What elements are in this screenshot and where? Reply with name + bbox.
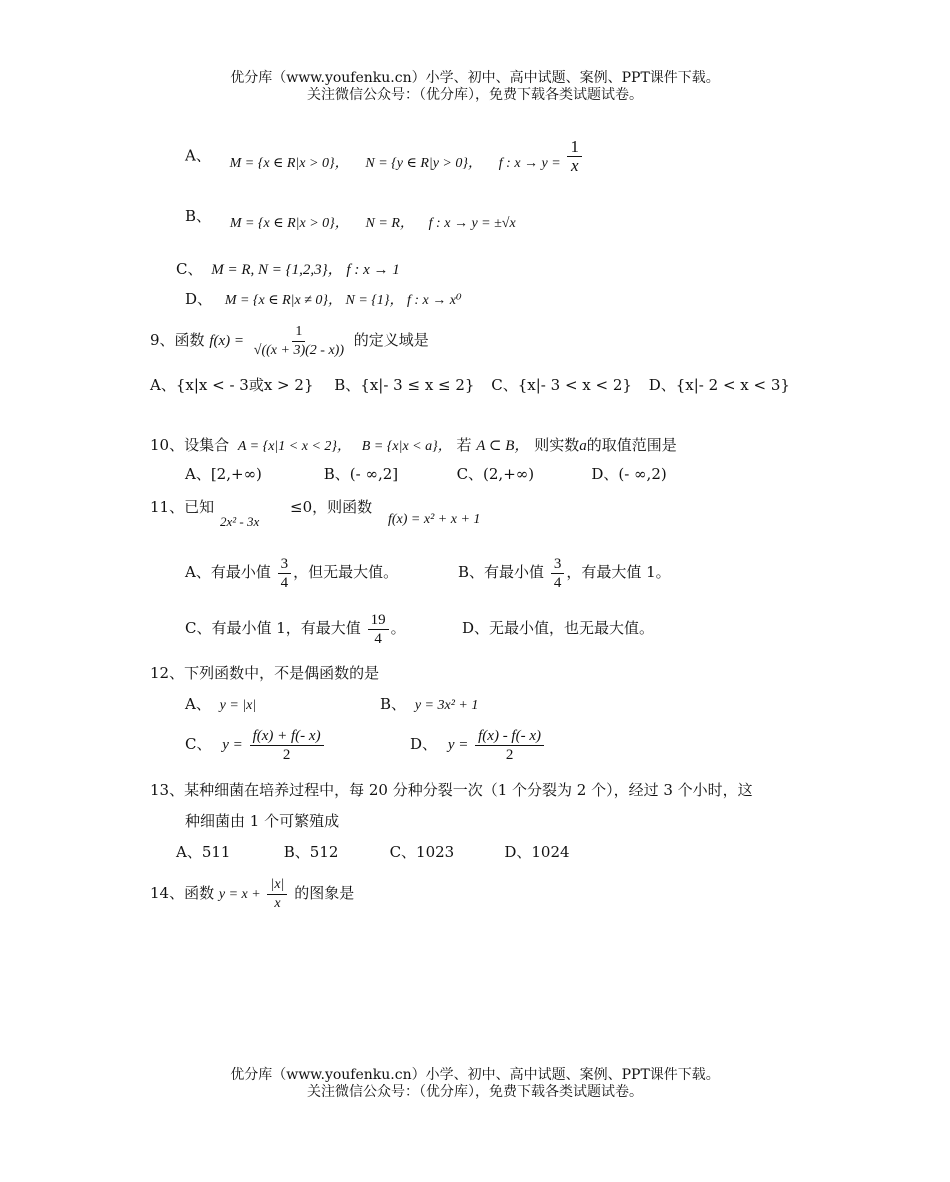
q12-c-fraction bbox=[250, 727, 324, 764]
q8-option-b bbox=[185, 206, 516, 231]
q11-b-fraction bbox=[551, 555, 565, 592]
q10-stem bbox=[150, 435, 677, 457]
question-text: 11、已知 bbox=[150, 498, 215, 516]
q12-option-c bbox=[185, 724, 326, 765]
q10-options bbox=[185, 464, 667, 484]
q8-option-c bbox=[176, 259, 400, 280]
q13-option-c: C、1023 bbox=[389, 843, 455, 861]
fraction-numerator: f(x) + f(- x) bbox=[250, 727, 324, 746]
option-label: C、 bbox=[176, 260, 203, 278]
q12-stem: 12、下列函数中，不是偶函数的是 bbox=[150, 664, 380, 682]
page-footer bbox=[0, 1067, 950, 1101]
q11-option-a bbox=[185, 552, 398, 592]
question-text: 则实数 bbox=[534, 436, 580, 454]
fraction-numerator: 3 bbox=[278, 555, 292, 574]
q9-option-a: A、{x|x < - 3或x > 2} bbox=[150, 376, 314, 394]
q8-b-set-n: N = R， bbox=[365, 216, 414, 231]
q9-option-d: D、{x|- 2 < x < 3} bbox=[648, 376, 790, 394]
q8-b-set-m: M = {x ∈ R|x > 0}， bbox=[229, 216, 349, 231]
q10-option-d: D、(- ∞,2) bbox=[591, 465, 667, 483]
fraction-denominator: 4 bbox=[553, 574, 562, 591]
q13-stem-line-2: 种细菌由 1 个可繁殖成 bbox=[185, 812, 340, 830]
q8-option-d bbox=[185, 289, 462, 311]
q11-a-fraction bbox=[278, 555, 292, 592]
q10-option-a: A、[2,+∞) bbox=[185, 465, 262, 483]
q13-options bbox=[176, 842, 570, 862]
q13-stem-line-1: 13、某种细菌在培养过程中，每 20 分种分裂一次（1 个分裂为 2 个），经过 3 个小时，这 bbox=[150, 781, 753, 799]
option-text: A、有最小值 bbox=[185, 563, 271, 581]
option-text: C、有最小值 1，有最大值 bbox=[185, 619, 361, 637]
q10-subset: A ⊂ B， bbox=[476, 438, 530, 454]
q9-option-b: B、{x|- 3 ≤ x ≤ 2} bbox=[334, 376, 475, 394]
option-label: D、 bbox=[185, 290, 213, 308]
option-label: B、 bbox=[185, 207, 212, 225]
q9-function-lhs: f(x) = bbox=[209, 333, 245, 349]
option-label: A、 bbox=[185, 695, 211, 713]
fraction-denominator: 2 bbox=[282, 746, 291, 763]
fraction-numerator: 19 bbox=[368, 611, 389, 630]
q10-variable: a bbox=[579, 438, 587, 454]
q12-a-body: y = |x| bbox=[219, 698, 257, 713]
fraction-denominator: 2 bbox=[505, 746, 514, 763]
fraction-denominator: 4 bbox=[374, 630, 382, 647]
option-text: B、有最小值 bbox=[458, 563, 545, 581]
q8-a-fraction bbox=[567, 138, 582, 175]
q8-d-body: M = {x ∈ R|x ≠ 0}， N = {1}， f : x → x⁰ bbox=[224, 293, 462, 308]
footer-line-1: 优分库（www.youfenku.cn）小学、初中、高中试题、案例、PPT课件下载。 bbox=[230, 1067, 720, 1083]
option-label: A、 bbox=[185, 146, 211, 165]
q12-d-lhs: y = bbox=[447, 737, 469, 753]
q10-set-a: A = {x|1 < x < 2}， bbox=[237, 439, 351, 454]
q14-fraction bbox=[267, 876, 287, 913]
question-text: 14、函数 bbox=[150, 884, 215, 902]
q12-b-body: y = 3x² + 1 bbox=[414, 698, 479, 713]
page-header bbox=[0, 70, 950, 104]
q8-a-set-n: N = {y ∈ R|y > 0}， bbox=[365, 155, 482, 171]
q11-condition: 2x² - 3x bbox=[220, 514, 260, 529]
option-label: B、 bbox=[380, 695, 407, 713]
q11-condition-relation: ≤0，则函数 bbox=[290, 498, 373, 516]
q13-option-a: A、511 bbox=[176, 843, 231, 861]
q10-option-c: C、(2,+∞) bbox=[456, 465, 535, 483]
q12-c-lhs: y = bbox=[222, 737, 243, 753]
q8-b-map: f : x → y = ±√x bbox=[428, 216, 516, 231]
q12-d-fraction bbox=[475, 727, 544, 764]
question-text: 若 bbox=[456, 436, 472, 454]
q8-c-body: M = R, N = {1,2,3}， f : x → 1 bbox=[211, 262, 400, 278]
fraction-numerator: 3 bbox=[551, 555, 565, 574]
q10-set-b: B = {x|x < a}， bbox=[361, 439, 452, 454]
q11-option-d: D、无最小值，也无最大值。 bbox=[462, 619, 655, 637]
fraction-denominator: 4 bbox=[280, 574, 289, 591]
question-text: 的图象是 bbox=[294, 884, 355, 902]
question-text: 的取值范围是 bbox=[586, 436, 677, 454]
header-line-1: 优分库（www.youfenku.cn）小学、初中、高中试题、案例、PPT课件下载。 bbox=[230, 70, 720, 86]
q11-function: f(x) = x² + x + 1 bbox=[388, 512, 481, 527]
fraction-numerator: |x| bbox=[267, 876, 287, 895]
question-text: 的定义域是 bbox=[353, 331, 429, 349]
option-text: ，但无最大值。 bbox=[293, 563, 399, 581]
fraction-numerator: 1 bbox=[567, 138, 582, 157]
option-text: 。 bbox=[390, 619, 406, 637]
question-text: 9、函数 bbox=[150, 331, 205, 349]
q9-options bbox=[150, 375, 790, 395]
header-line-2: 关注微信公众号：（优分库），免费下载各类试题试卷。 bbox=[307, 87, 643, 103]
q11-option-b bbox=[458, 552, 671, 592]
q10-option-b: B、(- ∞,2] bbox=[323, 465, 399, 483]
fraction-denominator: x bbox=[274, 895, 281, 911]
q14-lhs: y = x + bbox=[218, 887, 261, 902]
option-text: ，有最大值 1。 bbox=[566, 563, 671, 581]
q9-option-c: C、{x|- 3 < x < 2} bbox=[491, 376, 632, 394]
q13-option-b: B、512 bbox=[283, 843, 339, 861]
q8-option-a bbox=[185, 138, 584, 175]
fraction-denominator: x bbox=[570, 156, 579, 175]
footer-line-2: 关注微信公众号：（优分库），免费下载各类试题试卷。 bbox=[307, 1084, 643, 1100]
option-label: D、 bbox=[410, 735, 438, 753]
q11-option-c bbox=[185, 608, 406, 648]
q14-stem bbox=[150, 873, 354, 915]
question-text: 10、设集合 bbox=[150, 436, 230, 454]
q13-option-d: D、1024 bbox=[504, 843, 570, 861]
q8-a-set-m: M = {x ∈ R|x > 0}， bbox=[229, 155, 349, 171]
fraction-numerator: 1 bbox=[292, 323, 305, 342]
option-label: C、 bbox=[185, 735, 212, 753]
q9-fraction bbox=[251, 323, 347, 360]
q11-stem-text bbox=[150, 497, 214, 517]
q8-a-map: f : x → y = bbox=[498, 155, 561, 171]
q12-option-a bbox=[185, 694, 256, 716]
q12-option-d bbox=[410, 724, 546, 765]
fraction-numerator: f(x) - f(- x) bbox=[475, 727, 544, 746]
q9-stem bbox=[150, 320, 429, 361]
q12-option-b bbox=[380, 694, 478, 716]
fraction-denominator: √((x + 3)(2 - x)) bbox=[253, 342, 344, 358]
q11-c-fraction bbox=[368, 611, 389, 648]
